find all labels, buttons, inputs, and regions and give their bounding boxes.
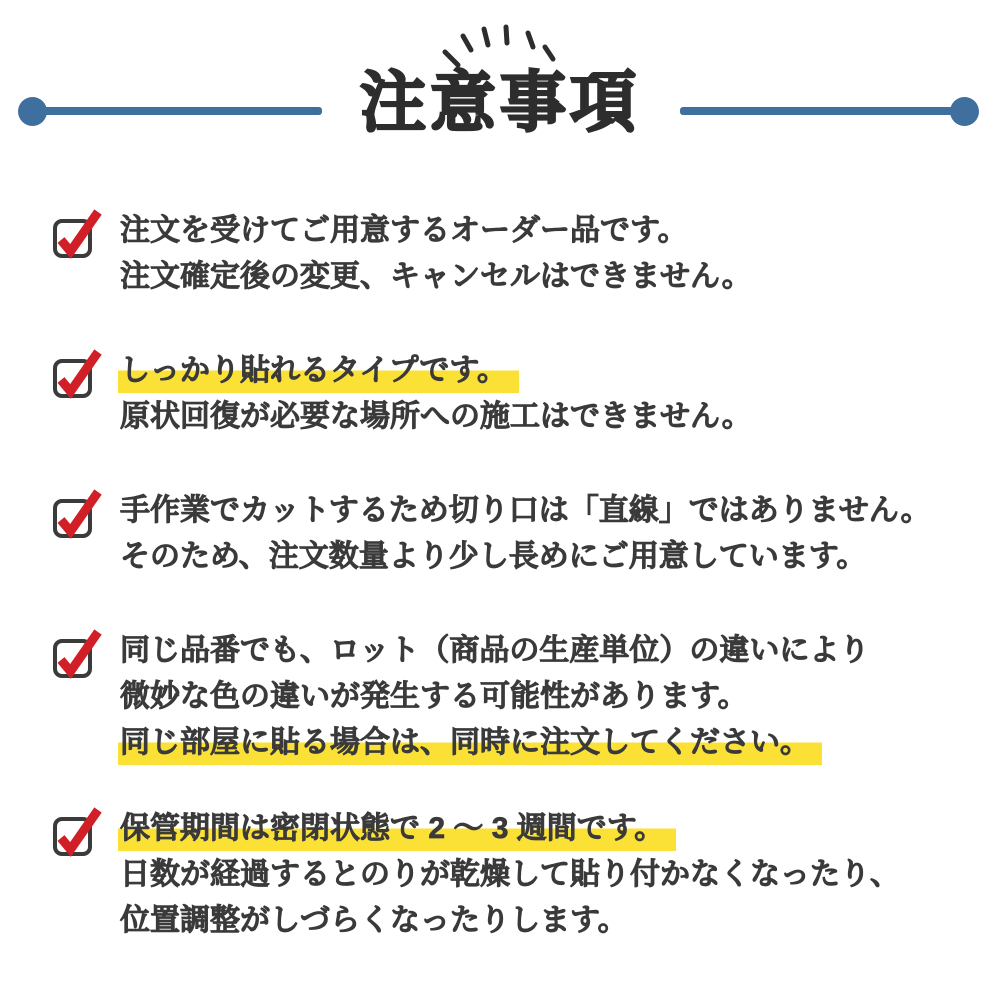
notice-line: 日数が経過するとのりが乾燥して貼り付かなくなったり、 <box>120 858 900 891</box>
header-right-rule <box>680 107 964 115</box>
notice-line-highlighted: 保管期間は密閉状態で 2 ～ 3 週間です。 <box>120 806 980 852</box>
notice-item <box>52 806 980 944</box>
notice-item-text <box>120 488 980 580</box>
notice-header <box>0 0 1000 206</box>
notice-item <box>52 488 980 580</box>
notice-line: 同じ品番でも、ロット（商品の生産単位）の違いにより <box>120 634 870 667</box>
notice-line: 注文を受けてご用意するオーダー品です。 <box>120 214 688 247</box>
checked-checkbox-icon <box>52 348 92 398</box>
notice-item-text <box>120 806 980 944</box>
checked-checkbox-icon <box>52 208 92 258</box>
page-title: 注意事項 <box>360 65 640 139</box>
notice-item-text <box>120 348 980 440</box>
emphasis-rays-icon <box>440 20 560 70</box>
notice-list <box>0 206 1000 944</box>
notice-item <box>52 628 980 766</box>
notice-item <box>52 208 980 300</box>
notice-line: 手作業でカットするため切り口は「直線」ではありません。 <box>120 494 931 527</box>
checked-checkbox-icon <box>52 628 92 678</box>
notice-line: 位置調整がしづらくなったりします。 <box>120 904 628 937</box>
notice-item <box>52 348 980 440</box>
checked-checkbox-icon <box>52 488 92 538</box>
notice-item-text <box>120 208 980 300</box>
notice-line-highlighted: しっかり貼れるタイプです。 <box>120 348 980 394</box>
notice-line-highlighted: 同じ部屋に貼る場合は、同時に注文してください。 <box>120 720 980 766</box>
header-right-dot <box>950 97 979 126</box>
notice-line: 微妙な色の違いが発生する可能性があります。 <box>120 680 748 713</box>
notice-line: そのため、注文数量より少し長めにご用意しています。 <box>120 540 867 573</box>
checked-checkbox-icon <box>52 806 92 856</box>
notice-line: 原状回復が必要な場所への施工はできません。 <box>120 400 752 433</box>
notice-item-text <box>120 628 980 766</box>
notice-line: 注文確定後の変更、キャンセルはできません。 <box>120 260 752 293</box>
